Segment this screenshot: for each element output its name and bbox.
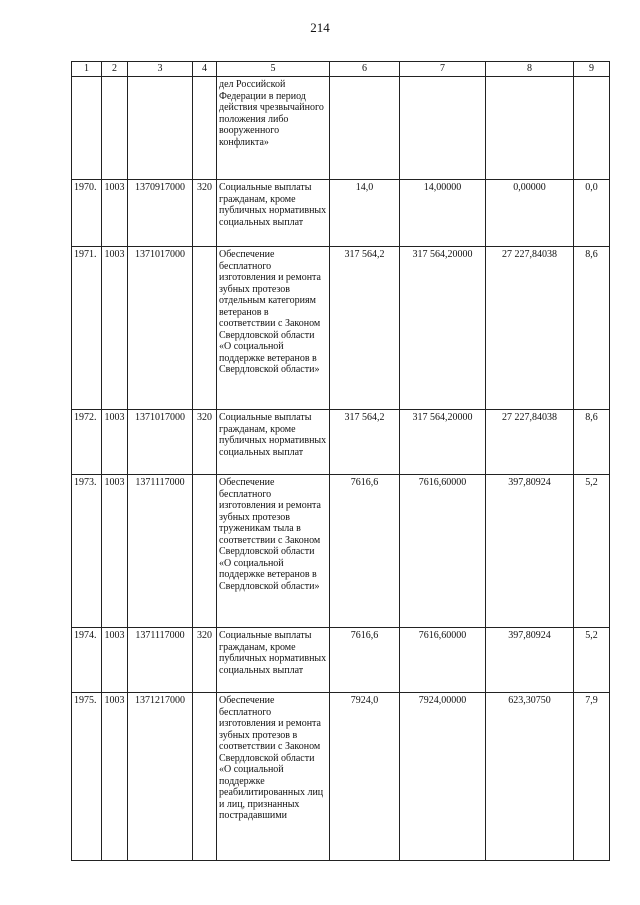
expense-type-code <box>193 693 217 861</box>
table-row <box>72 410 610 475</box>
page-number: 214 <box>310 20 330 35</box>
description: Социальные выплаты гражданам, кроме публичных нормативных социальных выплат <box>217 180 330 247</box>
row-number: 1974. <box>72 628 102 693</box>
section-code: 1003 <box>102 628 128 693</box>
planned-amount: 7616,6 <box>330 475 400 628</box>
approved-amount <box>400 77 486 180</box>
section-code: 1003 <box>102 410 128 475</box>
executed-amount: 397,80924 <box>486 475 574 628</box>
executed-amount: 397,80924 <box>486 628 574 693</box>
approved-amount: 7616,60000 <box>400 628 486 693</box>
description: Обеспечение бесплатного изготовления и ремонта зубных протезов в соответствии с Законом Свердловской области «О социальной поддержке реабилитированных лиц и лиц, признанных пострадавшими <box>217 693 330 861</box>
table-row <box>72 77 610 180</box>
execution-percent: 0,0 <box>574 180 610 247</box>
planned-amount: 7924,0 <box>330 693 400 861</box>
expense-type-code: 320 <box>193 628 217 693</box>
column-header: 5 <box>217 62 330 77</box>
column-header: 7 <box>400 62 486 77</box>
planned-amount: 317 564,2 <box>330 247 400 410</box>
execution-percent: 8,6 <box>574 410 610 475</box>
approved-amount: 317 564,20000 <box>400 410 486 475</box>
table-row <box>72 628 610 693</box>
description: Обеспечение бесплатного изготовления и ремонта зубных протезов отдельным категориям ветеранов в соответствии с Законом Свердловской области «О социальной поддержке ветеранов в Свердловской области» <box>217 247 330 410</box>
row-number: 1971. <box>72 247 102 410</box>
description: Социальные выплаты гражданам, кроме публичных нормативных социальных выплат <box>217 410 330 475</box>
executed-amount: 623,30750 <box>486 693 574 861</box>
budget-table <box>71 61 610 861</box>
description: Социальные выплаты гражданам, кроме публичных нормативных социальных выплат <box>217 628 330 693</box>
expense-type-code: 320 <box>193 180 217 247</box>
table-header-row <box>72 62 610 77</box>
approved-amount: 14,00000 <box>400 180 486 247</box>
description: дел Российской Федерации в период действия чрезвычайного положения либо вооруженного конфликта» <box>217 77 330 180</box>
target-code: 1371217000 <box>128 693 193 861</box>
executed-amount: 27 227,84038 <box>486 247 574 410</box>
approved-amount: 7924,00000 <box>400 693 486 861</box>
column-header: 6 <box>330 62 400 77</box>
approved-amount: 317 564,20000 <box>400 247 486 410</box>
section-code: 1003 <box>102 693 128 861</box>
target-code: 1371017000 <box>128 247 193 410</box>
section-code <box>102 77 128 180</box>
column-header: 9 <box>574 62 610 77</box>
row-number: 1975. <box>72 693 102 861</box>
executed-amount: 0,00000 <box>486 180 574 247</box>
column-header: 4 <box>193 62 217 77</box>
column-header: 2 <box>102 62 128 77</box>
executed-amount <box>486 77 574 180</box>
expense-type-code <box>193 247 217 410</box>
expense-type-code: 320 <box>193 410 217 475</box>
target-code: 1370917000 <box>128 180 193 247</box>
planned-amount: 7616,6 <box>330 628 400 693</box>
execution-percent: 5,2 <box>574 475 610 628</box>
table-row <box>72 247 610 410</box>
description: Обеспечение бесплатного изготовления и ремонта зубных протезов труженикам тыла в соответствии с Законом Свердловской области «О социальной поддержке ветеранов в Свердловской области» <box>217 475 330 628</box>
expense-type-code <box>193 77 217 180</box>
table-row <box>72 475 610 628</box>
column-header: 1 <box>72 62 102 77</box>
target-code: 1371117000 <box>128 628 193 693</box>
planned-amount: 317 564,2 <box>330 410 400 475</box>
section-code: 1003 <box>102 475 128 628</box>
row-number: 1970. <box>72 180 102 247</box>
planned-amount: 14,0 <box>330 180 400 247</box>
execution-percent <box>574 77 610 180</box>
target-code: 1371017000 <box>128 410 193 475</box>
row-number <box>72 77 102 180</box>
column-header: 3 <box>128 62 193 77</box>
execution-percent: 8,6 <box>574 247 610 410</box>
section-code: 1003 <box>102 247 128 410</box>
executed-amount: 27 227,84038 <box>486 410 574 475</box>
table-row <box>72 180 610 247</box>
target-code <box>128 77 193 180</box>
section-code: 1003 <box>102 180 128 247</box>
expense-type-code <box>193 475 217 628</box>
row-number: 1972. <box>72 410 102 475</box>
target-code: 1371117000 <box>128 475 193 628</box>
execution-percent: 7,9 <box>574 693 610 861</box>
row-number: 1973. <box>72 475 102 628</box>
planned-amount <box>330 77 400 180</box>
column-header: 8 <box>486 62 574 77</box>
execution-percent: 5,2 <box>574 628 610 693</box>
approved-amount: 7616,60000 <box>400 475 486 628</box>
table-row <box>72 693 610 861</box>
